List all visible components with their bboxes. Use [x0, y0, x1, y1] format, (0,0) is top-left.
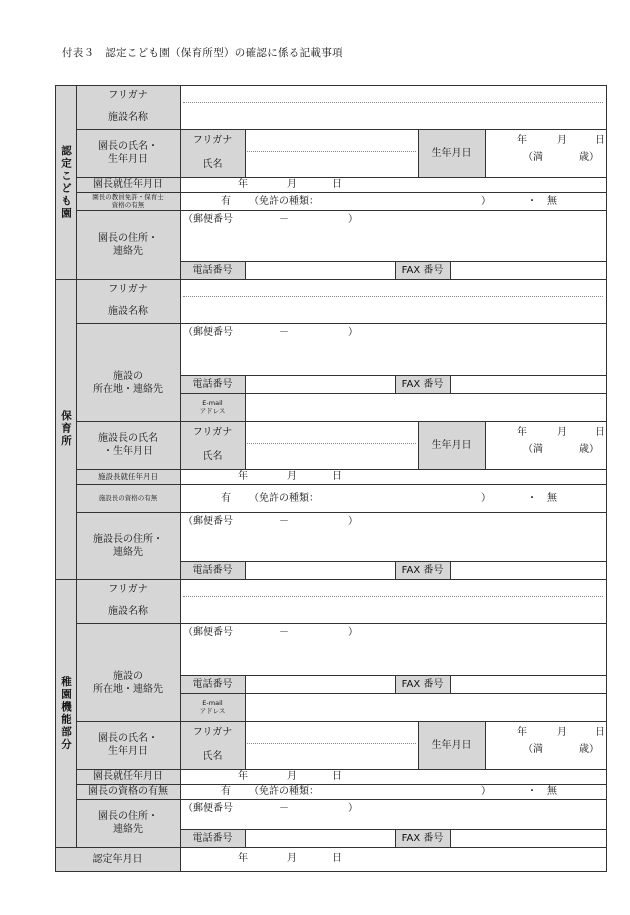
day-unit: 日 [332, 771, 342, 782]
director-address-label-line: 連絡先 [113, 546, 143, 558]
furigana-name-divider [247, 151, 416, 152]
youchien-location-label [76, 663, 180, 703]
email-label-line: E-mail [202, 399, 223, 407]
director-address-phone-field[interactable] [245, 561, 396, 580]
kg-principal-address-fax-field[interactable] [450, 829, 607, 848]
furigana-sub-label: フリガナ [192, 726, 233, 738]
section-hoikusho: 保育所 [60, 410, 72, 448]
youchien-email-field[interactable] [245, 693, 607, 722]
year-unit: 年 [238, 471, 248, 482]
phone-label: 電話番号 [192, 564, 233, 576]
facility-name-label: 施設名称 [108, 111, 148, 123]
birth-day-unit: 日 [595, 727, 605, 738]
email-label-line: E-mail [202, 699, 223, 707]
facility-furigana-label: フリガナ [108, 583, 148, 595]
section-kodomoen: 認定こども園 [60, 144, 72, 220]
fax-label: FAX 番号 [401, 832, 444, 844]
birth-month-unit: 月 [557, 427, 567, 438]
birth-month-unit: 月 [557, 135, 567, 146]
year-unit: 年 [238, 179, 248, 190]
principal-address-address-field[interactable] [180, 210, 607, 262]
postal-dash: － [279, 627, 289, 638]
furigana-name-divider [247, 743, 416, 744]
youchien-facility-name-field[interactable] [180, 579, 607, 624]
hoikusho-location-phone-field[interactable] [245, 375, 396, 394]
form-table [55, 85, 606, 872]
qual-yes: 有 [221, 492, 231, 504]
director-address-address-field[interactable] [180, 512, 607, 562]
principal-address-label-line: 連絡先 [113, 245, 143, 257]
license-type-label: （免許の種類： [249, 786, 319, 797]
fax-label: FAX 番号 [401, 564, 444, 576]
birthdate-label: 生年月日 [431, 439, 472, 451]
license-type-label: （免許の種類： [249, 195, 319, 207]
email-label [180, 693, 245, 721]
name-sub-label: 氏名 [202, 750, 223, 762]
license-type-close: ） [481, 786, 491, 797]
youchien-location-address-field[interactable] [180, 623, 607, 676]
furigana-sub-label: フリガナ [192, 426, 233, 438]
fax-label: FAX 番号 [401, 678, 444, 690]
postal-close: ） [348, 803, 358, 814]
postal-code-label: （郵便番号 [183, 627, 233, 638]
fax-label: FAX 番号 [401, 264, 444, 276]
cert-day-unit: 日 [332, 853, 342, 864]
principal-name-label [76, 129, 180, 177]
age-open: （満 [523, 152, 543, 163]
age-open: （満 [523, 444, 543, 455]
certification-date-label: 認定年月日 [92, 853, 143, 865]
hoikusho-email-field[interactable] [245, 393, 607, 422]
birth-month-unit: 月 [557, 727, 567, 738]
cert-month-unit: 月 [287, 853, 297, 864]
license-type-close: ） [481, 492, 491, 504]
furigana-sub-label: フリガナ [192, 134, 233, 146]
principal-appointed-label: 園長就任年月日 [93, 179, 163, 190]
principal-qualification-label [76, 192, 180, 210]
name-field[interactable] [245, 721, 419, 770]
name-sub-label: 氏名 [202, 450, 223, 462]
director-name-label [76, 421, 180, 469]
kg-principal-qualification-label: 園長の資格の有無 [88, 786, 168, 797]
hoikusho-location-address-field[interactable] [180, 323, 607, 376]
director-address-label [76, 512, 180, 579]
principal-name-label-line: 生年月日 [108, 154, 148, 165]
principal-qualification-label-line: 園長の教員免許・保育士 [92, 193, 164, 201]
principal-address-phone-field[interactable] [245, 261, 396, 280]
birth-year-unit: 年 [517, 135, 527, 146]
postal-code-label: （郵便番号 [183, 327, 233, 338]
facility-name-divider [183, 296, 603, 297]
principal-qualification-label-line: 資格の有無 [111, 201, 145, 209]
qual-yes: 有 [221, 195, 231, 207]
director-qualification-label: 施設長の資格の有無 [98, 494, 158, 502]
director-name-label-line: 施設長の氏名 [98, 433, 158, 444]
facility-furigana-label: フリガナ [108, 89, 148, 101]
qual-no: ・ 無 [527, 492, 557, 504]
kg-principal-address-label [76, 799, 180, 847]
kodomoen-facility-name-field[interactable] [180, 85, 607, 130]
phone-label: 電話番号 [192, 832, 233, 844]
postal-close: ） [348, 627, 358, 638]
principal-name-label-line: 園長の氏名・ [98, 141, 158, 152]
postal-close: ） [348, 327, 358, 338]
postal-code-label: （郵便番号 [183, 214, 233, 225]
facility-name-divider [183, 596, 603, 597]
director-address-fax-field[interactable] [450, 561, 607, 580]
postal-close: ） [348, 516, 358, 527]
day-unit: 日 [332, 471, 342, 482]
phone-label: 電話番号 [192, 678, 233, 690]
postal-dash: － [279, 327, 289, 338]
qual-no: ・ 無 [527, 195, 557, 207]
age-open: （満 [523, 744, 543, 755]
phone-label: 電話番号 [192, 264, 233, 276]
director-address-label-line: 施設長の住所・ [93, 533, 163, 545]
birth-day-unit: 日 [595, 427, 605, 438]
furigana-name-divider [247, 443, 416, 444]
hoikusho-location-label-line: 施設の [113, 371, 143, 382]
birth-year-unit: 年 [517, 427, 527, 438]
postal-code-label: （郵便番号 [183, 803, 233, 814]
principal-address-fax-field[interactable] [450, 261, 607, 280]
email-label [180, 393, 245, 421]
hoikusho-location-label [76, 363, 180, 403]
fax-label: FAX 番号 [401, 378, 444, 390]
director-appointed-label: 施設長就任年月日 [98, 472, 158, 481]
youchien-location-label-line: 施設の [113, 671, 143, 682]
facility-name-label: 施設名称 [108, 605, 148, 617]
form-title: 付表３ 認定こども園（保育所型）の確認に係る記載事項 [62, 47, 343, 59]
hoikusho-location-fax-field[interactable] [450, 375, 607, 394]
section-youchien: 稚園機能部分 [60, 675, 72, 751]
kg-principal-address-label-line: 園長の住所・ [98, 811, 158, 822]
birthdate-label: 生年月日 [431, 739, 472, 751]
facility-name-label: 施設名称 [108, 305, 148, 317]
postal-dash: － [279, 803, 289, 814]
month-unit: 月 [287, 471, 297, 482]
kg-principal-address-label-line: 連絡先 [113, 824, 143, 835]
age-close: 歳） [579, 444, 599, 455]
email-label-line: アドレス [199, 407, 226, 415]
name-field[interactable] [245, 421, 419, 470]
kg-principal-address-address-field[interactable] [180, 799, 607, 830]
age-close: 歳） [579, 152, 599, 163]
facility-name-divider [183, 102, 603, 103]
youchien-location-label-line: 所在地・連絡先 [93, 684, 163, 695]
director-name-label-line: ・生年月日 [103, 446, 153, 457]
kg-principal-name-label-line: 生年月日 [108, 746, 148, 757]
hoikusho-location-label-line: 所在地・連絡先 [93, 384, 163, 395]
postal-dash: － [279, 516, 289, 527]
qual-yes: 有 [221, 786, 231, 797]
postal-close: ） [348, 214, 358, 225]
birthdate-label: 生年月日 [431, 147, 472, 159]
postal-dash: － [279, 214, 289, 225]
kg-principal-name-label-line: 園長の氏名・ [98, 733, 158, 744]
hoikusho-facility-name-field[interactable] [180, 279, 607, 324]
day-unit: 日 [332, 179, 342, 190]
postal-code-label: （郵便番号 [183, 516, 233, 527]
age-close: 歳） [579, 744, 599, 755]
month-unit: 月 [287, 771, 297, 782]
birth-year-unit: 年 [517, 727, 527, 738]
principal-address-label [76, 210, 180, 279]
name-sub-label: 氏名 [202, 158, 223, 170]
license-type-close: ） [481, 195, 491, 207]
year-unit: 年 [238, 771, 248, 782]
youchien-location-fax-field[interactable] [450, 675, 607, 694]
qual-no: ・ 無 [527, 786, 557, 797]
principal-address-label-line: 園長の住所・ [98, 232, 158, 244]
cert-year-unit: 年 [238, 853, 248, 864]
birth-day-unit: 日 [595, 135, 605, 146]
facility-furigana-label: フリガナ [108, 283, 148, 295]
kg-principal-appointed-label: 園長就任年月日 [93, 771, 163, 782]
month-unit: 月 [287, 179, 297, 190]
name-field[interactable] [245, 129, 419, 178]
phone-label: 電話番号 [192, 378, 233, 390]
license-type-label: （免許の種類： [249, 492, 319, 504]
email-label-line: アドレス [199, 707, 226, 715]
kg-principal-name-label [76, 721, 180, 769]
youchien-location-phone-field[interactable] [245, 675, 396, 694]
kg-principal-address-phone-field[interactable] [245, 829, 396, 848]
